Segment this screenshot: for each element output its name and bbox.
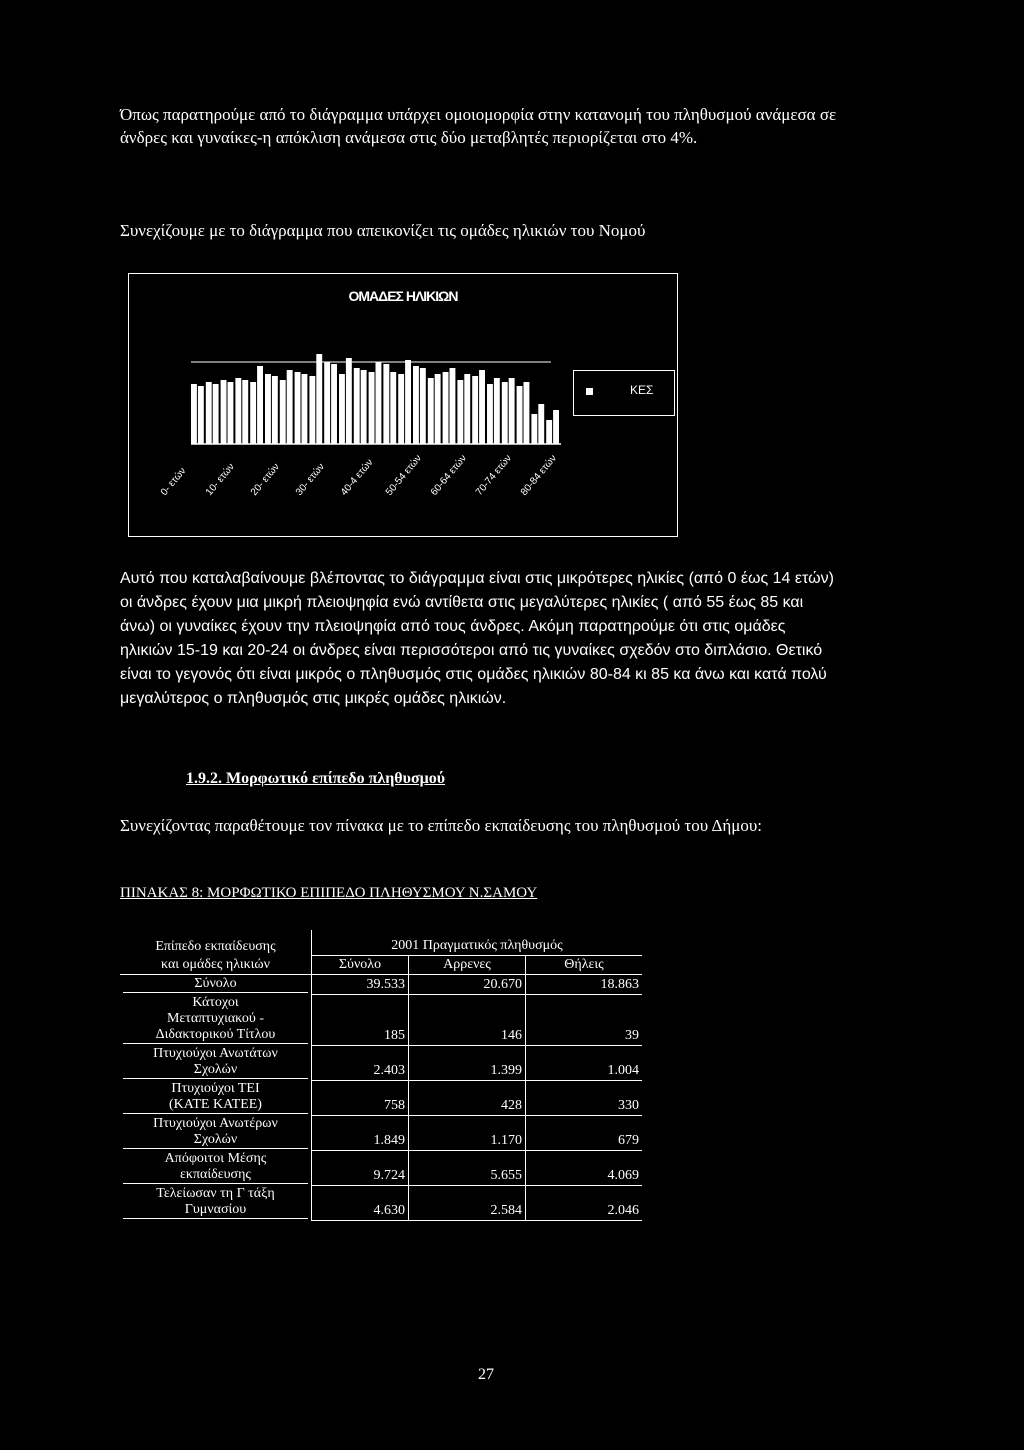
x-tick-label: 0- ετών — [158, 465, 189, 498]
x-tick-label: 80-84 ετών — [518, 452, 560, 498]
row-label-line: Διδακτορικού Τίτλου — [123, 1027, 308, 1044]
col-total-header: Σύνολο — [312, 956, 409, 975]
x-tick-label: 60-64 ετών — [428, 452, 470, 498]
row-label — [120, 1045, 312, 1080]
chart-bar — [383, 364, 389, 444]
chart-bar — [413, 366, 419, 444]
row-female: 1.004 — [526, 1045, 643, 1080]
legend-label: ΚΕΣ — [630, 383, 654, 397]
header-left-1: Επίπεδο εκπαίδευσης — [120, 930, 312, 956]
chart-bar — [464, 374, 470, 444]
chart-bar — [538, 404, 544, 444]
chart-bar — [472, 376, 478, 444]
row-label — [120, 1185, 312, 1220]
row-label-line: Πτυχιούχοι ΤΕΙ — [171, 1081, 260, 1096]
table-row — [120, 1150, 642, 1185]
chart-bar — [206, 382, 212, 444]
chart-bar — [509, 378, 515, 444]
table-row — [120, 1185, 642, 1220]
row-label-line: Απόφοιτοι Μέσης — [164, 1151, 267, 1166]
row-total: 1.849 — [312, 1115, 409, 1150]
chart-bar — [450, 368, 456, 444]
chart-bar — [250, 382, 256, 444]
chart-bar — [316, 354, 322, 444]
chart-bar — [524, 382, 530, 444]
row-label-line: Πτυχιούχοι Ανωτάτων — [153, 1046, 278, 1061]
chart-bar — [487, 384, 493, 444]
row-label-line: Μεταπτυχιακού - — [166, 1011, 265, 1026]
chart-bar — [553, 410, 559, 444]
x-tick-label: 70-74 ετών — [473, 452, 515, 498]
row-total: 758 — [312, 1080, 409, 1115]
table-row — [120, 1045, 642, 1080]
table-row — [120, 1115, 642, 1150]
legend-swatch — [586, 388, 593, 395]
row-label-line: Σχολών — [123, 1062, 308, 1079]
header-group: 2001 Πραγματικός πληθυσμός — [312, 930, 643, 956]
row-label-line: (ΚΑΤΕ ΚΑΤΕΕ) — [123, 1097, 308, 1114]
row-male: 428 — [409, 1080, 526, 1115]
row-label-line: εκπαίδευσης — [123, 1167, 308, 1184]
row-male: 20.670 — [409, 975, 526, 995]
chart-bar — [265, 374, 271, 444]
row-total: 9.724 — [312, 1150, 409, 1185]
chart-bar — [531, 414, 537, 444]
header-left-2: και ομάδες ηλικιών — [120, 956, 312, 975]
row-label-line: Γυμνασίου — [123, 1202, 308, 1219]
x-tick-label: 30- ετών — [293, 461, 327, 498]
chart-bar — [287, 370, 293, 444]
intro-paragraph: Όπως παρατηρούμε από το διάγραμμα υπάρχει ομοιομορφία στην κατανομή του πληθυσμού ανάμεσα σε άνδρες και γυναίκες-η απόκλιση ανάμεσα στις δύο μεταβλητές περιορίζεται στο 4%. — [120, 105, 837, 147]
col-female-header: Θήλεις — [526, 956, 643, 975]
chart-bar — [546, 420, 552, 444]
row-male: 5.655 — [409, 1150, 526, 1185]
chart-bar — [242, 380, 248, 444]
row-label — [120, 975, 312, 995]
chart-bar — [494, 378, 500, 444]
table-row — [120, 1080, 642, 1115]
chart-bar — [191, 384, 197, 444]
row-label — [120, 1115, 312, 1150]
chart-bar — [257, 366, 263, 444]
x-tick-label: 10- ετών — [203, 461, 237, 498]
chart-bar — [235, 378, 241, 444]
row-total: 185 — [312, 994, 409, 1045]
chart-title: ΟΜΑΔΕΣ ΗΛΙΚΙΩΝ — [348, 288, 458, 304]
chart-bar — [331, 364, 337, 444]
row-female: 330 — [526, 1080, 643, 1115]
chart-bar — [324, 362, 330, 444]
row-total: 39.533 — [312, 975, 409, 995]
row-male: 1.399 — [409, 1045, 526, 1080]
x-tick-label: 50-54 ετών — [383, 452, 425, 498]
x-tick-label: 40-4 ετών — [338, 457, 376, 498]
chart-bar — [517, 386, 523, 444]
chart-bar — [420, 368, 426, 444]
row-label — [120, 994, 312, 1045]
row-label-line: Τελείωσαν τη Γ τάξη — [156, 1186, 275, 1201]
age-groups-chart — [128, 273, 678, 537]
row-label-line: Πτυχιούχοι Ανωτέρων — [153, 1116, 278, 1131]
chart-bar — [428, 378, 434, 444]
row-label-line: Σύνολο — [123, 976, 308, 993]
chart-intro-paragraph: Συνεχίζουμε με το διάγραμμα που απεικονίζει τις ομάδες ηλικιών του Νομού — [120, 221, 646, 240]
section-heading: 1.9.2. Μορφωτικό επίπεδο πληθυσμού — [186, 770, 446, 787]
chart-bar — [479, 370, 485, 444]
x-tick-label: 20- ετών — [248, 461, 282, 498]
table-header-row — [120, 956, 642, 975]
page-number: 27 — [478, 1366, 494, 1383]
chart-bar — [354, 368, 360, 444]
chart-bar — [369, 372, 375, 444]
chart-bar — [457, 380, 463, 444]
row-label-line: Σχολών — [123, 1132, 308, 1149]
row-label-line: Κάτοχοι — [192, 995, 239, 1010]
table-title: ΠΙΝΑΚΑΣ 8: ΜΟΡΦΩΤΙΚΟ ΕΠΙΠΕΔΟ ΠΛΗΘΥΣΜΟΥ Ν.ΣΑΜΟΥ — [120, 885, 538, 901]
row-male: 146 — [409, 994, 526, 1045]
chart-bar — [339, 374, 345, 444]
chart-bar — [295, 372, 301, 444]
row-female: 2.046 — [526, 1185, 643, 1220]
chart-bar — [361, 370, 367, 444]
row-label — [120, 1080, 312, 1115]
row-label — [120, 1150, 312, 1185]
chart-bar — [213, 384, 219, 444]
education-table — [120, 930, 642, 1221]
row-male: 2.584 — [409, 1185, 526, 1220]
row-total: 2.403 — [312, 1045, 409, 1080]
chart-bar — [435, 374, 441, 444]
chart-bar — [272, 376, 278, 444]
chart-bar — [221, 380, 227, 444]
table-row — [120, 994, 642, 1045]
chart-bar — [390, 372, 396, 444]
row-total: 4.630 — [312, 1185, 409, 1220]
col-male-header: Αρρενες — [409, 956, 526, 975]
chart-bar — [280, 380, 286, 444]
row-male: 1.170 — [409, 1115, 526, 1150]
chart-legend — [573, 370, 675, 416]
chart-bar — [398, 374, 404, 444]
row-female: 39 — [526, 994, 643, 1045]
chart-bar — [198, 386, 204, 444]
analysis-paragraph: Αυτό που καταλαβαίνουμε βλέποντας το διάγραμμα είναι στις μικρότερες ηλικίες (από 0 έως 14 ετών) οι άνδρες έχουν μια μικρή πλειοψηφία ενώ αντίθετα στις μεγαλύτερες ηλικίες ( από 55 έως 85 και άνω) οι γυναίκες έχουν την πλειοψηφία από τους άνδρες. Ακόμη παρατηρούμε ότι στις ομάδες ηλικιών 15-19 και 20-24 οι άνδρες είναι περισσότεροι από τις γυναίκες σχεδόν στο διπλάσιο. Θετικό είναι το γεγονός ότι είναι μικρός ο πληθυσμός στις ομάδες ηλικιών 80-84 κι 85 κα άνω και κατά πολύ μεγαλύτερος ο πληθυσμός στις μικρές ομάδες ηλικιών. — [120, 570, 834, 707]
row-female: 679 — [526, 1115, 643, 1150]
chart-bar — [302, 374, 308, 444]
row-female: 4.069 — [526, 1150, 643, 1185]
row-female: 18.863 — [526, 975, 643, 995]
chart-bar — [405, 360, 411, 444]
chart-bar — [228, 382, 234, 444]
table-intro-paragraph: Συνεχίζοντας παραθέτουμε τον πίνακα με το επίπεδο εκπαίδευσης του πληθυσμού του Δήμου: — [120, 816, 763, 835]
chart-bar — [346, 358, 352, 444]
chart-bar — [376, 362, 382, 444]
chart-bar — [443, 372, 449, 444]
chart-bar — [502, 382, 508, 444]
chart-bar — [309, 376, 315, 444]
table-header-row — [120, 930, 642, 956]
table-row — [120, 975, 642, 995]
